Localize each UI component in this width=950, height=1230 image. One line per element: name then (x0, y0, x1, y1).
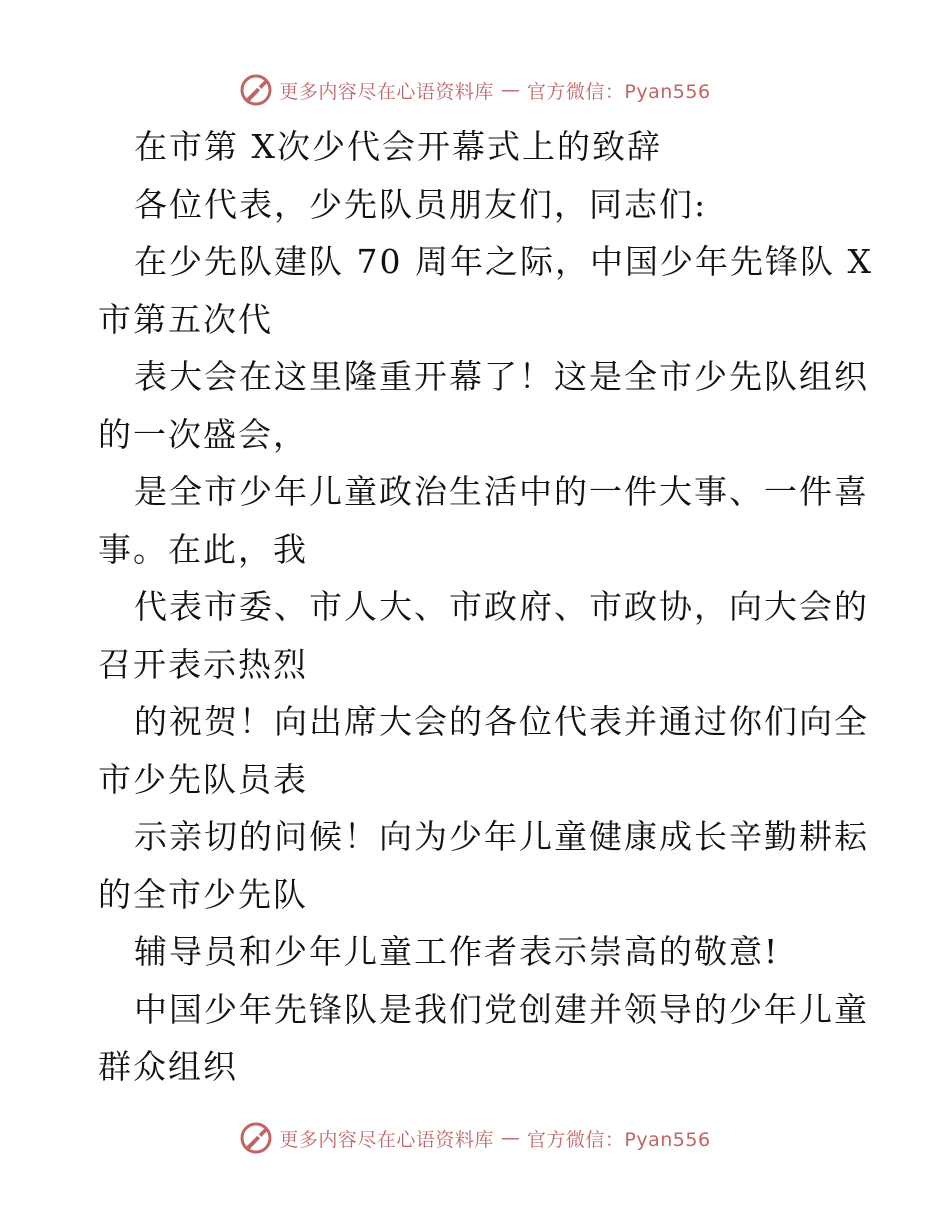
watermark-wechat-text: 官方微信：Pyan556 (526, 80, 711, 103)
watermark-wechat-text: 官方微信：Pyan556 (526, 1128, 711, 1151)
paragraph-line: 的一次盛会， (98, 414, 308, 454)
salutation: 各位代表，少先队员朋友们，同志们: (134, 184, 708, 224)
watermark-dash: — (500, 79, 520, 101)
paragraph-line: 在少先队建队 70 周年之际，中国少年先锋队 X (134, 242, 873, 281)
document-title: 在市第 X次少代会开幕式上的致辞 (134, 127, 662, 166)
footer-watermark (0, 1118, 950, 1158)
paragraph-line: 辅导员和少年儿童工作者表示崇高的敬意! (134, 932, 780, 971)
paragraph-line: 市第五次代 (98, 299, 273, 339)
paragraph-line: 市少先队员表 (98, 759, 308, 799)
paragraph-line: 中国少年先锋队是我们党创建并领导的少年儿童 (134, 989, 869, 1029)
paragraph-line: 召开表示热烈 (98, 644, 308, 684)
paragraph-line: 事。在此，我 (98, 529, 308, 569)
paragraph-line: 代表市委、市人大、市政府、市政协，向大会的 (134, 587, 869, 626)
quill-seal-icon (239, 1121, 273, 1155)
document-body (0, 118, 950, 1096)
quill-seal-icon (239, 73, 273, 107)
paragraph-line: 的全市少先队 (98, 874, 308, 914)
watermark-dash: — (500, 1127, 520, 1149)
paragraph-line: 示亲切的问候！向为少年儿童健康成长辛勤耕耘 (134, 817, 869, 856)
watermark-site-text: 更多内容尽在心语资料库 (279, 1128, 494, 1151)
paragraph-line: 群众组织 (98, 1047, 238, 1086)
paragraph-line: 表大会在这里隆重开幕了！这是全市少先队组织 (134, 357, 869, 396)
watermark-site-text: 更多内容尽在心语资料库 (279, 80, 494, 103)
paragraph-line: 是全市少年儿童政治生活中的一件大事、一件喜 (134, 472, 869, 511)
paragraph-line: 的祝贺！向出席大会的各位代表并通过你们向全 (134, 702, 869, 741)
header-watermark (0, 70, 950, 110)
